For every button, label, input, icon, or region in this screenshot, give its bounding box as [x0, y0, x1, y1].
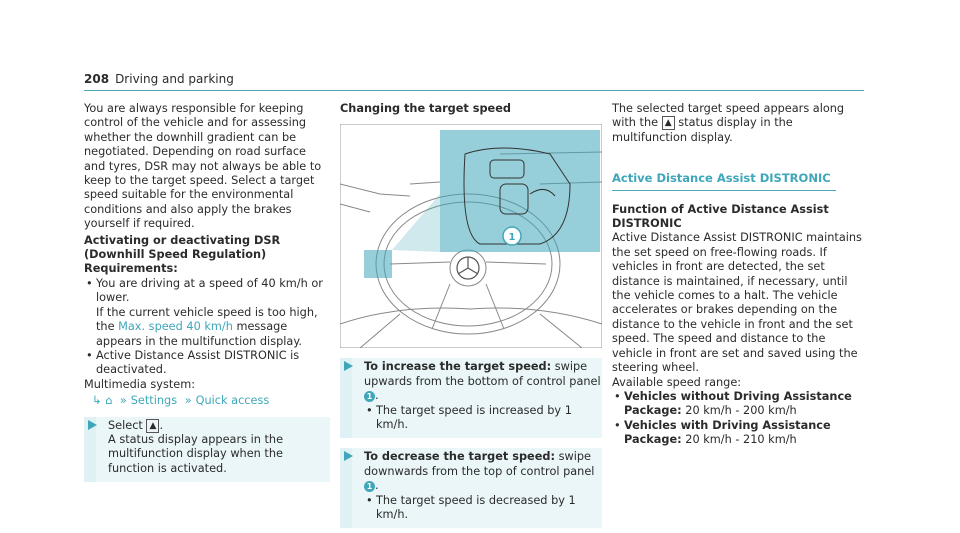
action-arrow-icon: [344, 451, 353, 461]
chevron-icon: »: [184, 394, 192, 408]
dsr-icon: ▲: [146, 419, 159, 433]
decrease-result: • The target speed is decreased by 1 km/h.: [364, 494, 602, 523]
header-rule: [84, 90, 864, 91]
section-rule: [612, 190, 836, 191]
callout-ref: 1: [364, 391, 375, 402]
distronic-function-heading: Function of Active Distance Assist DISTRONIC: [612, 202, 829, 231]
action-arrow-icon: [88, 420, 97, 430]
decrease-text: To decrease the target speed: swipe downwards from the top of control panel 1 .: [364, 450, 595, 493]
nav-quick-access: Quick access: [195, 394, 270, 408]
speed-range-with-package: • Vehicles with Driving Assistance Package: 20 km/h - 210 km/h: [612, 419, 864, 448]
dsr-intro-text: You are always responsible for keeping control of the vehicle and for assessing whether the downhill gradient can be negotiated. Depending on road surface and tyres, DSR may not always be able to keep to the target speed. Select a target speed suitable for the environmental conditions and also apply the brakes yourself if required.: [84, 102, 322, 231]
navigation-path: [84, 394, 330, 408]
requirements-label: Requirements:: [84, 262, 178, 276]
page-number: 208: [84, 72, 110, 86]
requirement-distronic: • Active Distance Assist DISTRONIC is deactivated.: [84, 349, 330, 378]
column-middle: [340, 102, 602, 528]
home-icon: ⌂: [105, 394, 113, 408]
distronic-function-text: Active Distance Assist DISTRONIC maintains the set speed on free-flowing roads. If vehicles in front are detected, the set distance is maintained, if necessary, until the vehicle comes to a halt. The vehicle accelerates or brakes depending on the distance to the vehicle in front and the set speed. The speed and distance to the vehicle in front are set and saved using the steering wheel.: [612, 231, 862, 375]
action-select-dsr: [84, 417, 330, 483]
dsr-heading: Activating or deactivating DSR (Downhill Speed Regulation): [84, 233, 281, 262]
action-select-result: A status display appears in the multifunction display when the function is activated.: [108, 432, 284, 475]
steering-wheel-svg: [340, 124, 602, 348]
target-speed-display-text: The selected target speed appears along with the ▲ status display in the multifunction display.: [612, 102, 845, 144]
return-arrow-icon: ↳: [92, 394, 102, 408]
callout-number: 1: [508, 232, 516, 244]
requirement-speed-note: If the current vehicle speed is too high, the Max. speed 40 km/h message appears in the multifunction display.: [96, 305, 318, 348]
speed-range-label: Available speed range:: [612, 375, 742, 389]
callout-ref: 1: [364, 481, 375, 492]
column-right: [612, 102, 864, 448]
page-section-title: Driving and parking: [115, 72, 234, 86]
column-left: [84, 102, 330, 482]
chevron-icon: »: [119, 394, 127, 408]
max-speed-message: Max. speed 40 km/h: [118, 320, 233, 334]
dsr-icon: ▲: [662, 116, 675, 130]
distronic-section-title: Active Distance Assist DISTRONIC: [612, 171, 831, 186]
requirement-speed: • You are driving at a speed of 40 km/h or lower.: [84, 277, 330, 306]
speed-range-without-package: • Vehicles without Driving Assistance Package: 20 km/h - 200 km/h: [612, 390, 864, 419]
page-header: [84, 72, 234, 86]
nav-settings: Settings: [130, 394, 178, 408]
multimedia-label: Multimedia system:: [84, 377, 196, 391]
steering-wheel-illustration: [340, 124, 602, 348]
change-speed-heading: Changing the target speed: [340, 102, 511, 115]
increase-result: • The target speed is increased by 1 km/h.: [364, 404, 602, 433]
action-select-text: Select ▲ .: [108, 418, 164, 432]
action-decrease-speed: [340, 448, 602, 528]
increase-text: To increase the target speed: swipe upwards from the bottom of control panel: [364, 360, 601, 388]
action-increase-speed: To increase the target speed: swipe upwards from the bottom of control panel 1 . • The target speed is increased by 1 km/h.: [340, 358, 602, 438]
action-arrow-icon: [344, 361, 353, 371]
